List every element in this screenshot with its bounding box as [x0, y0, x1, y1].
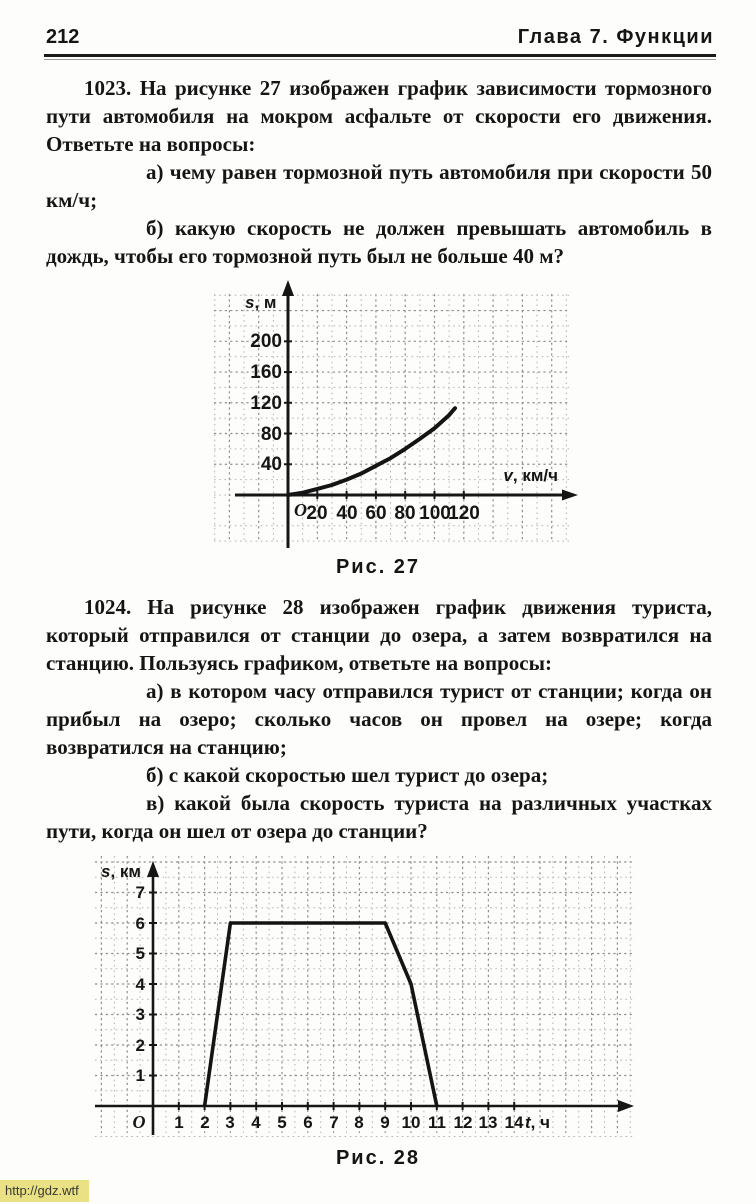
divider-thin-line: [44, 59, 716, 60]
x-tick-label: 1: [174, 1113, 184, 1132]
x-tick-label: 7: [329, 1113, 339, 1132]
y-tick-label: 7: [135, 883, 145, 902]
x-axis-label: t, ч: [525, 1113, 550, 1132]
y-tick-label: 160: [250, 362, 282, 383]
problem-1023: [46, 74, 712, 270]
braking-distance-curve: [288, 408, 455, 495]
header-divider: [44, 54, 716, 60]
x-tick-label: 13: [478, 1113, 498, 1132]
x-axis-arrow-icon: [618, 1100, 634, 1112]
page-number: 212: [46, 26, 80, 48]
y-axis-label: s, км: [101, 862, 141, 881]
figure-27-tick-marks: [284, 341, 464, 499]
y-tick-label: 2: [135, 1036, 145, 1055]
x-tick-label: 40: [336, 503, 358, 524]
x-axis-label: v, км/ч: [503, 466, 558, 485]
figure-27-graph: [190, 278, 590, 552]
x-tick-label: 6: [303, 1113, 313, 1132]
x-tick-label: 10: [401, 1113, 421, 1132]
problem-1023-intro: [46, 74, 712, 158]
divider-thick-line: [44, 54, 716, 57]
x-tick-label: 9: [380, 1113, 390, 1132]
origin-label: O: [294, 500, 307, 520]
problem-1024-item-a: а) в котором часу отправился турист от станции; когда он прибыл на озеро; сколько часов он провел на озере; когда возвратился на станцию;: [46, 679, 712, 759]
y-axis-arrow-icon: [282, 280, 294, 296]
figure-28-tick-marks: [149, 893, 514, 1111]
figure-28-grid: [95, 856, 633, 1137]
x-tick-label: 60: [365, 503, 387, 524]
problem-1023-intro-text: На рисунке 27 изображен график зависимости тормозного пути автомобиля на мокром асфальте от скорости его движения. Ответьте на вопросы:: [46, 76, 713, 156]
x-tick-label: 4: [251, 1113, 261, 1132]
page-header: [0, 0, 756, 53]
problem-1023-item-b: б) какую скорость не должен превышать автомобиль в дождь, чтобы его тормозной путь был не больше 40 м?: [46, 216, 712, 268]
x-tick-label: 2: [200, 1113, 210, 1132]
figure-28-caption: Рис. 28: [335, 1147, 421, 1169]
problem-1024-item-b: б) с какой скоростью шел турист до озера;: [146, 763, 549, 787]
x-tick-label: 11: [428, 1113, 446, 1132]
x-tick-label: 14: [504, 1113, 524, 1132]
problem-1024-intro: [46, 593, 712, 677]
y-tick-label: 120: [250, 393, 282, 414]
chapter-title: Глава 7. Функции: [517, 26, 714, 48]
y-tick-label: 200: [250, 331, 282, 352]
y-tick-label: 5: [135, 944, 145, 963]
y-tick-label: 6: [135, 914, 145, 933]
y-tick-label: 1: [135, 1066, 145, 1085]
y-axis-arrow-icon: [147, 861, 159, 877]
x-axis-arrow-icon: [562, 490, 578, 501]
x-tick-label: 100: [419, 503, 451, 524]
problem-1023-number: 1023.: [84, 76, 132, 100]
x-tick-label: 20: [306, 503, 328, 524]
y-tick-label: 80: [260, 424, 282, 445]
x-tick-label: 12: [453, 1113, 473, 1132]
y-tick-label: 3: [135, 1005, 145, 1024]
y-tick-label: 40: [260, 454, 282, 475]
y-tick-label: 4: [135, 975, 145, 994]
origin-label: O: [132, 1112, 146, 1132]
problem-1024-intro-text: На рисунке 28 изображен график движения туриста, который отправился от станции до озера, а затем возвратился на станцию. Пользуясь графиком, ответьте на вопросы:: [46, 595, 712, 675]
x-tick-label: 120: [448, 503, 480, 524]
problem-1024-item-v: в) какой была скорость туриста на различных участках пути, когда он шел от озера до станции?: [46, 791, 712, 843]
x-tick-label: 8: [354, 1113, 364, 1132]
figure-28-graph: [85, 849, 645, 1143]
watermark-url: http://gdz.wtf: [0, 1180, 89, 1202]
x-tick-label: 5: [277, 1113, 287, 1132]
figure-28: [85, 849, 645, 1143]
problem-1023-item-a: а) чему равен тормозной путь автомобиля при скорости 50 км/ч;: [46, 160, 712, 212]
problem-1024-number: 1024.: [84, 595, 132, 619]
figure-27-caption: Рис. 27: [335, 556, 421, 578]
x-tick-label: 80: [394, 503, 416, 524]
y-axis-label: s, м: [245, 293, 277, 312]
x-tick-label: 3: [225, 1113, 235, 1132]
problem-1024: [46, 593, 712, 845]
figure-27: [190, 278, 590, 552]
